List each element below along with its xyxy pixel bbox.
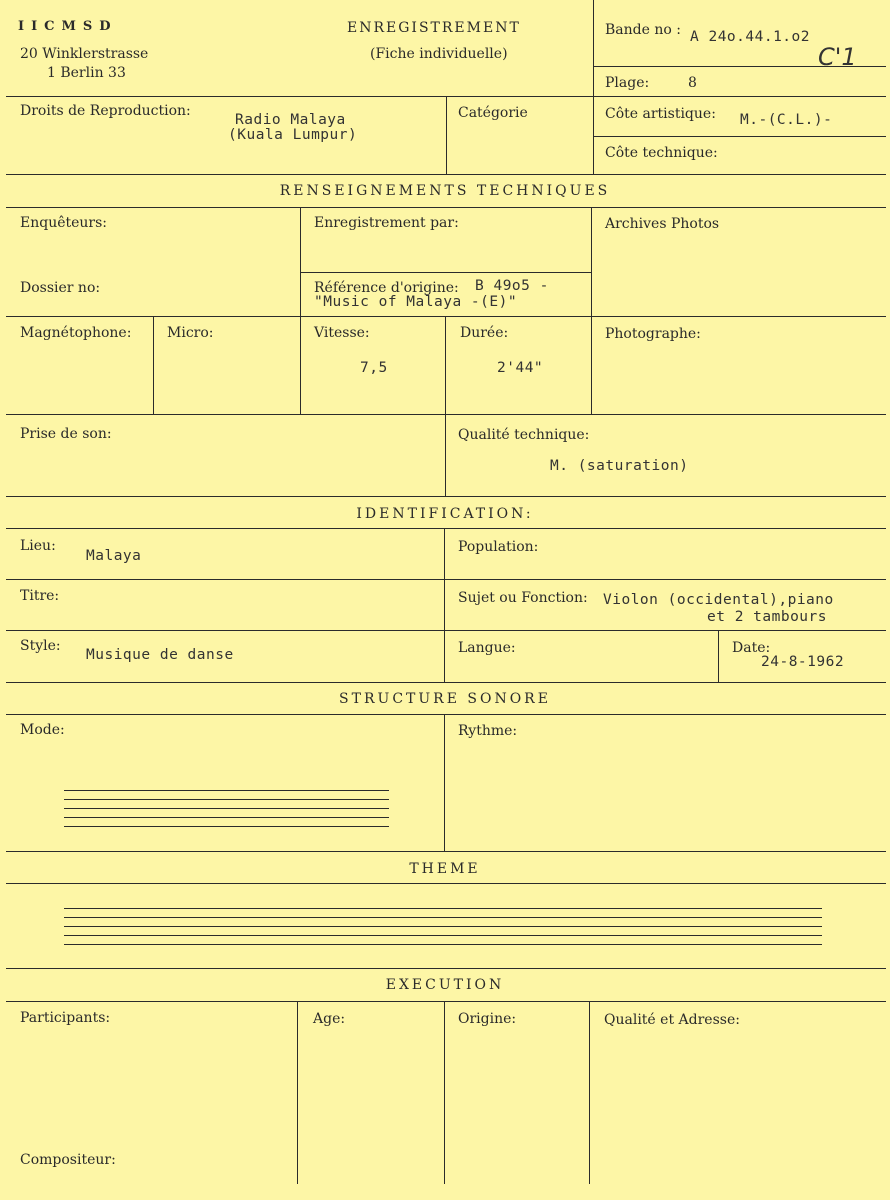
qualite-technique-value: M. (saturation) <box>550 458 689 474</box>
section-title-technique: RENSEIGNEMENTS TECHNIQUES <box>279 183 611 199</box>
rule-execution-title <box>6 1001 886 1002</box>
theme-staff-line <box>64 908 822 909</box>
rythme-label: Rythme: <box>458 723 518 739</box>
bande-value: A 24o.44.1.o2 <box>690 29 810 45</box>
section-title-execution: EXECUTION <box>385 977 505 993</box>
mode-staff-line <box>64 826 389 827</box>
duree-value: 2'44" <box>497 360 544 376</box>
archives-photos-label: Archives Photos <box>605 216 720 232</box>
duree-label: Durée: <box>460 325 509 341</box>
prise-de-son-label: Prise de son: <box>20 426 112 442</box>
rule-v-rythme <box>444 714 445 851</box>
droits-label: Droits de Reproduction: <box>20 103 191 119</box>
langue-label: Langue: <box>458 640 516 656</box>
rule-identification-title <box>6 528 886 529</box>
rule-structure-bottom <box>6 851 886 852</box>
rule-row-lieu <box>6 579 886 580</box>
rule-v-duree <box>445 316 446 414</box>
vitesse-label: Vitesse: <box>314 325 370 341</box>
droits-value-line-2: (Kuala Lumpur) <box>228 127 358 143</box>
form-title: ENREGISTREMENT <box>347 20 521 36</box>
rule-cote <box>593 136 886 137</box>
reference-value-line-2: "Music of Malaya -(E)" <box>314 294 518 310</box>
date-label: Date: <box>732 640 771 656</box>
compositeur-label: Compositeur: <box>20 1152 116 1168</box>
micro-label: Micro: <box>167 325 214 341</box>
rule-theme-title <box>6 883 886 884</box>
style-value: Musique de danse <box>86 647 234 663</box>
address-line-2: 1 Berlin 33 <box>47 65 126 81</box>
rule-v-qualite <box>445 414 446 496</box>
rule-v-identification <box>444 528 445 682</box>
bande-label: Bande no : <box>605 22 681 38</box>
photographe-label: Photographe: <box>605 326 701 342</box>
cote-artistique-value: M.-(C.L.)- <box>740 112 833 128</box>
rule-v-enreg-right <box>591 207 592 414</box>
theme-staff-line <box>64 944 822 945</box>
section-title-identification: IDENTIFICATION: <box>356 506 534 522</box>
sujet-value-line-2: et 2 tambours <box>707 609 827 625</box>
qualite-adresse-label: Qualité et Adresse: <box>604 1012 740 1028</box>
plage-label: Plage: <box>605 75 650 91</box>
rule-technique-title <box>6 207 886 208</box>
section-title-structure: STRUCTURE SONORE <box>339 691 551 707</box>
qualite-technique-label: Qualité technique: <box>458 427 590 443</box>
mode-staff-line <box>64 799 389 800</box>
categorie-label: Catégorie <box>458 105 528 121</box>
origine-label: Origine: <box>458 1011 517 1027</box>
rule-v-age <box>297 1001 298 1184</box>
droits-value-line-1: Radio Malaya <box>235 112 346 128</box>
address-line-1: 20 Winklerstrasse <box>20 46 149 62</box>
titre-label: Titre: <box>20 588 60 604</box>
rule-row-dossier <box>6 316 886 317</box>
cote-technique-label: Côte technique: <box>605 145 718 161</box>
rule-structure-title <box>6 714 886 715</box>
rule-rights-bottom <box>6 174 886 175</box>
mode-label: Mode: <box>20 722 65 738</box>
section-title-theme: THEME <box>409 861 481 877</box>
lieu-label: Lieu: <box>20 538 56 554</box>
sujet-label: Sujet ou Fonction: <box>458 590 588 606</box>
rule-v-categorie <box>446 96 447 174</box>
rule-row-magneto <box>6 414 886 415</box>
theme-staff-line <box>64 917 822 918</box>
rule-reference <box>300 272 591 273</box>
mode-staff-line <box>64 817 389 818</box>
rule-v-micro <box>153 316 154 414</box>
vitesse-value: 7,5 <box>360 360 388 376</box>
rule-v-enreg-left <box>300 207 301 414</box>
enqueteurs-label: Enquêteurs: <box>20 215 108 231</box>
theme-staff-line <box>64 935 822 936</box>
age-label: Age: <box>313 1011 346 1027</box>
org-logo: IICMSD <box>18 19 118 34</box>
participants-label: Participants: <box>20 1010 111 1026</box>
form-subtitle: (Fiche individuelle) <box>370 46 508 62</box>
rule-v-qualite-adresse <box>589 1001 590 1184</box>
handwritten-annotation: C'1 <box>818 43 857 71</box>
lieu-value: Malaya <box>86 548 142 564</box>
dossier-label: Dossier no: <box>20 280 101 296</box>
sujet-value-line-1: Violon (occidental),piano <box>603 592 834 608</box>
enregistrement-par-label: Enregistrement par: <box>314 215 459 231</box>
rule-row-prise <box>6 496 886 497</box>
rule-v-header-right <box>593 0 594 174</box>
rule-v-origine <box>444 1001 445 1184</box>
theme-staff-line <box>64 926 822 927</box>
reference-value-line-1: B 49o5 - <box>475 278 549 294</box>
mode-staff-line <box>64 808 389 809</box>
population-label: Population: <box>458 539 539 555</box>
mode-staff-line <box>64 790 389 791</box>
plage-value: 8 <box>688 75 697 91</box>
magnetophone-label: Magnétophone: <box>20 325 132 341</box>
cote-artistique-label: Côte artistique: <box>605 106 716 122</box>
rule-row-titre <box>6 630 886 631</box>
reference-label: Référence d'origine: <box>314 280 459 296</box>
rule-theme-bottom <box>6 968 886 969</box>
rule-v-date <box>718 630 719 682</box>
date-value: 24-8-1962 <box>761 654 845 670</box>
rule-row-style <box>6 682 886 683</box>
style-label: Style: <box>20 638 61 654</box>
